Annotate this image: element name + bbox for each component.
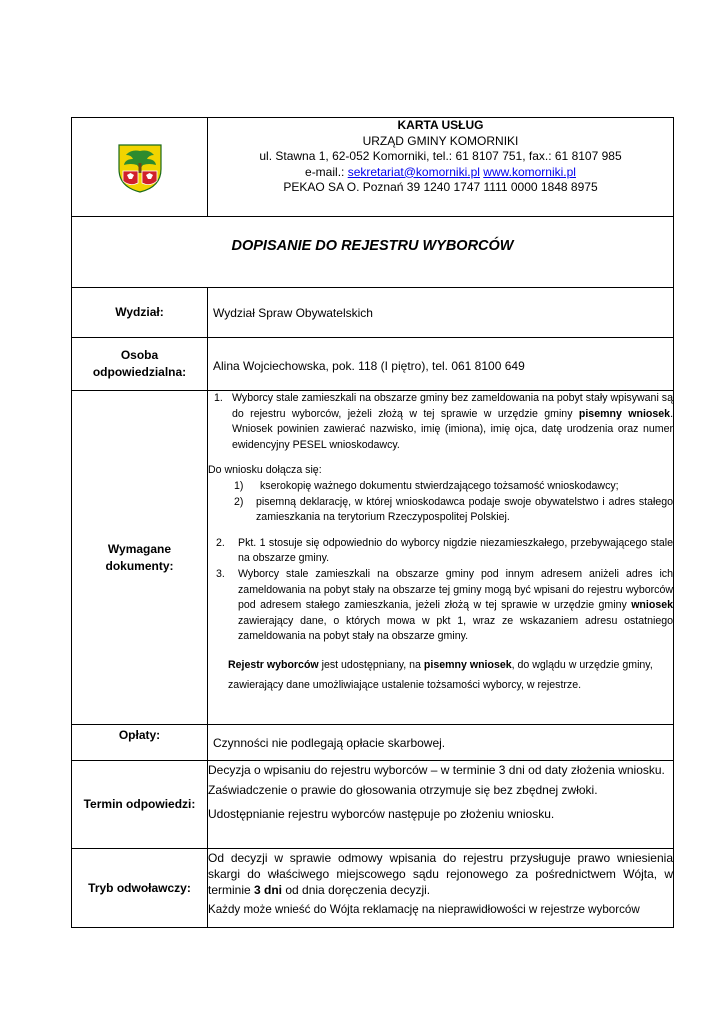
documents-label-2: dokumenty:	[105, 558, 174, 573]
service-title: DOPISANIE DO REJESTRU WYBORCÓW	[231, 238, 514, 254]
response-line-3: Udostępnianie rejestru wyborców następuje po złożeniu wniosku.	[208, 807, 555, 821]
attachment-item-2: 2) pisemną deklarację, w której wnioskodawca podaje swoje obywatelstwo i adres stałego zamieszkania na terytorium Rzeczypospolitej Polskiej.	[234, 495, 673, 524]
logo-cell	[72, 118, 208, 217]
department-label: Wydział:	[115, 305, 164, 319]
response-line-2: Zaświadczenie o prawie do głosowania otrzymuje się bez zbędnej zwłoki.	[208, 783, 598, 797]
fees-label-cell	[72, 725, 208, 761]
office-name: URZĄD GMINY KOMORNIKI	[362, 133, 519, 148]
contact-line	[208, 165, 673, 181]
documents-label-cell	[72, 391, 208, 725]
document-item-1: 1. Wyborcy stale zamieszkali na obszarze gminy bez zameldowania na pobyt stały wpisywani są do rejestru wyborców, jeżeli złożą w tej sprawie w urzędzie gminy pisemny wniosek. Wniosek powinien zawierać nazwisko, imię (imiona), imię ojca, datę urodzenia oraz numer ewidencyjny PESEL wnioskodawcy.	[214, 392, 674, 451]
documents-label-1: Wymagane	[107, 541, 172, 556]
appeal-value-cell	[208, 849, 674, 928]
department-label-cell	[72, 288, 208, 338]
document-item-2: 2. Pkt. 1 stosuje się odpowiednio do wyborcy nigdzie niezamieszkałego, przebywającego stale na obszarze gminy.	[216, 536, 673, 565]
website-link[interactable]: www.komorniki.pl	[483, 164, 576, 179]
appeal-line-2: Każdy może wnieść do Wójta reklamację na nieprawidłowości w rejestrze wyborców	[208, 903, 640, 916]
appeal-label-cell	[72, 849, 208, 928]
responsible-label-cell	[72, 338, 208, 391]
email-link[interactable]: sekretariat@komorniki.pl	[347, 164, 480, 179]
attachment-item-1: 1) kserokopię ważnego dokumentu stwierdzającego tożsamość wnioskodawcy;	[234, 479, 619, 492]
coat-of-arms-icon	[117, 143, 163, 193]
responsible-label-1: Osoba	[120, 348, 159, 362]
appeal-line-1: Od decyzji w sprawie odmowy wpisania do rejestru przysługuje prawo wniesienia skargi do właściwego miejscowego sądu rejonowego za pośrednictwem Wójta, w terminie 3 dni od dnia doręczenia decyzji.	[208, 851, 673, 897]
email-prefix: e-mail.:	[305, 164, 348, 179]
service-card	[71, 117, 674, 928]
fees-label: Opłaty:	[118, 728, 161, 742]
response-line-1: Decyzja o wpisaniu do rejestru wyborców – w terminie 3 dni od daty złożenia wniosku.	[208, 763, 665, 777]
fees-value: Czynności nie podlegają opłacie skarbowej.	[213, 735, 446, 750]
department-value-cell	[208, 288, 674, 338]
documents-value-cell	[208, 391, 674, 725]
office-address: ul. Stawna 1, 62-052 Komorniki, tel.: 61 8107 751, fax.: 61 8107 985	[259, 149, 622, 163]
response-label-cell	[72, 761, 208, 849]
responsible-value: Alina Wojciechowska, pok. 118 (I piętro), tel. 061 8100 649	[213, 358, 525, 373]
responsible-label-2: odpowiedzialna:	[92, 365, 187, 379]
response-time-label: Termin odpowiedzi:	[83, 797, 196, 811]
fees-value-cell	[208, 725, 674, 761]
title-cell	[72, 217, 674, 288]
appeal-label: Tryb odwoławczy:	[88, 880, 191, 895]
document-item-3: 3. Wyborcy stale zamieszkali na obszarze gminy pod innym adresem aniżeli adres ich zameldowania na pobyt stały na obszarze tej gminy mogą być wpisani do rejestru wyborców pod adresem stałego zamieszkania, jeżeli złożą w tej sprawie w urzędzie gminy wniosek zawierający dane, o których mowa w pkt 1, wraz ze wskazaniem adresu ostatniego zameldowania na pobyt stały na obszarze gminy.	[216, 567, 673, 643]
bank-account: PEKAO SA O. Poznań 39 1240 1747 1111 0000 1848 8975	[283, 180, 598, 194]
attachments-intro: Do wniosku dołącza się:	[208, 464, 322, 477]
department-value: Wydział Spraw Obywatelskich	[213, 305, 373, 320]
card-title: KARTA USŁUG	[397, 118, 484, 132]
responsible-value-cell	[208, 338, 674, 391]
register-access-note: Rejestr wyborców jest udostępniany, na pisemny wniosek, do wglądu w urzędzie gminy, zawierający dane umożliwiające ustalenie tożsamości wyborcy, w rejestrze.	[228, 658, 653, 691]
office-header	[208, 118, 674, 217]
response-value-cell	[208, 761, 674, 849]
